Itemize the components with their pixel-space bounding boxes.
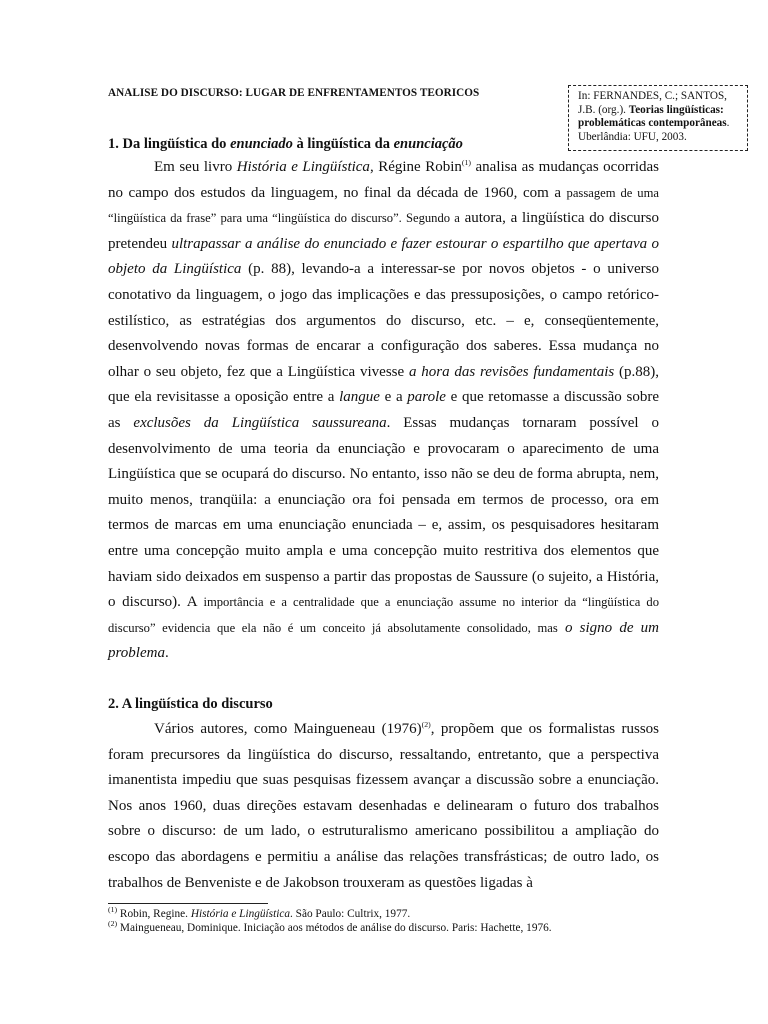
- s1-text-5: (p. 88), levando-a a interessar-se por novos objetos - o universo conotativo da linguagem, o jogo das implicações e das pressuposições, o campo retórico-estilístico, as estratégias dos argumentos do discurso, etc. – e, conseqüentemente, desenvolvendo novas formas de encarar a configuração dos saberes. Essa mudança no olhar o seu objeto, fez que a Lingüística vivesse: [108, 261, 659, 380]
- footnotes: [108, 907, 668, 935]
- s2-text-2: , propõem que os formalistas russos foram precursores da lingüística do discurso, ressaltando, entretanto, que a perspectiva imanentista impediu que suas pesquisas fizessem avançar a discussão sobre a enunciação. Nos anos 1960, duas direções estavam desenhadas e delinearam o futuro dos trabalhos sobre o discurso: de um lado, o estruturalismo americano possibilitou a ampliação do escopo das abordagens e permitiu a análise das relações transfrásticas; de outro lado, os trabalhos de Benveniste e de Jakobson trouxeram as questões ligadas à: [108, 721, 659, 891]
- footnote-2-prefix: Maingueneau, Dominique. Iniciação aos métodos de análise do discurso. Paris: Hachette, 1976.: [117, 922, 552, 934]
- footnote-1-italic: História e Lingüística: [190, 908, 291, 920]
- s1-text-6: (p.88), que ela revisitasse a oposição entre a: [108, 363, 659, 406]
- footnote-ref-2: (2): [421, 720, 431, 729]
- section-2-paragraph: [108, 717, 659, 896]
- s1-mono-2: importância e a centralidade que a enunciação assume no interior da “lingüística do discurso” evidencia que ela não é um conceito já absolutamente consolidado, mas: [108, 595, 659, 635]
- s1-italic-7: o signo de um problema: [108, 619, 659, 662]
- footnote-2: [108, 921, 668, 935]
- s1-italic-2: ultrapassar a análise do enunciado e fazer estourar o espartilho que apertava o objeto da Lingüística: [108, 235, 659, 278]
- s1-text-1: Em seu livro: [154, 159, 237, 175]
- footnote-1: [108, 907, 668, 921]
- document-title: ANALISE DO DISCURSO: LUGAR DE ENFRENTAMENTOS TEORICOS: [108, 87, 480, 99]
- section-1-heading: [108, 136, 463, 153]
- s1-text-4: autora, a lingüística do discurso pretendeu: [108, 210, 660, 252]
- s1-italic-3: a hora das revisões fundamentais: [408, 363, 615, 380]
- footnote-divider: [108, 903, 268, 904]
- s1-italic-4: langue: [339, 389, 380, 406]
- s1-italic-5: parole: [407, 389, 446, 406]
- section-1-heading-part1: 1. Da lingüística do: [108, 136, 231, 152]
- section-1-heading-italic1: enunciado: [230, 136, 293, 152]
- section-1-heading-part2: à lingüística da: [292, 136, 394, 152]
- footnote-1-suffix: . São Paulo: Cultrix, 1977.: [290, 908, 411, 920]
- s2-text-1: Vários autores, como Maingueneau (1976): [154, 721, 422, 737]
- citation-line-1: In: FERNANDES, C.; SANTOS,: [578, 90, 727, 102]
- footnote-2-mark: (2): [108, 919, 118, 929]
- s1-italic-1: História e Lingüística: [236, 159, 370, 175]
- s1-text-10: muito ampla e uma: [239, 542, 374, 559]
- footnote-1-mark: (1): [108, 905, 118, 915]
- s1-text-2: , Régine Robin: [369, 159, 462, 175]
- footnote-1-prefix: Robin, Regine.: [117, 908, 191, 920]
- citation-box: [568, 85, 748, 151]
- s1-mono-1: passagem de uma “lingüística da frase” para uma “lingüística do discurso”. Segundo a: [108, 185, 659, 226]
- s1-concepcao-1: concepção: [175, 542, 240, 559]
- s1-concepcao-2: concepção: [373, 542, 438, 559]
- section-2-heading: 2. A lingüística do discurso: [108, 696, 273, 712]
- citation-line-2: [578, 104, 742, 118]
- citation-book-title-part1: Teorias lingüísticas:: [628, 103, 724, 116]
- citation-book-title-part2: problemáticas contemporâneas: [578, 117, 727, 129]
- s1-text-13: .: [164, 645, 169, 662]
- s1-text-7: e a: [379, 389, 408, 406]
- section-1-heading-italic2: enunciação: [393, 136, 463, 152]
- citation-editors: J.B. (org.).: [578, 103, 626, 116]
- citation-period: .: [726, 117, 730, 129]
- s1-text-8: e que retomasse a discussão sobre as: [108, 389, 659, 431]
- section-1-paragraph: [108, 155, 659, 667]
- footnote-ref-1: (1): [461, 158, 471, 167]
- s1-text-9: . Essas mudanças tornaram possível o desenvolvimento de uma teoria da enunciação e provocaram o aparecimento de uma Lingüística que se ocupará do discurso. No entanto, isso não se deu de forma abrupta, nem, muito menos, tranqüila: a enunciação ora foi pensada em termos de processo, ora em termos de marcas em uma enunciação enunciada – e, assim, os pesquisadores hesitaram entre uma: [108, 414, 659, 559]
- citation-line-3: [578, 117, 742, 131]
- s1-italic-6: exclusões da Lingüística saussureana: [133, 414, 387, 431]
- citation-line-4: Uberlândia: UFU, 2003.: [578, 130, 687, 143]
- s1-text-3: analisa as mudanças ocorridas no campo dos estudos da linguagem, no final da década de 1960, com a: [108, 159, 659, 201]
- s1-text-11: muito restritiva dos elementos que haviam sido deixados em suspenso a partir das propostas de Saussure (o sujeito, a História, o discurso). A: [108, 542, 659, 611]
- s1-text-12: [558, 620, 565, 636]
